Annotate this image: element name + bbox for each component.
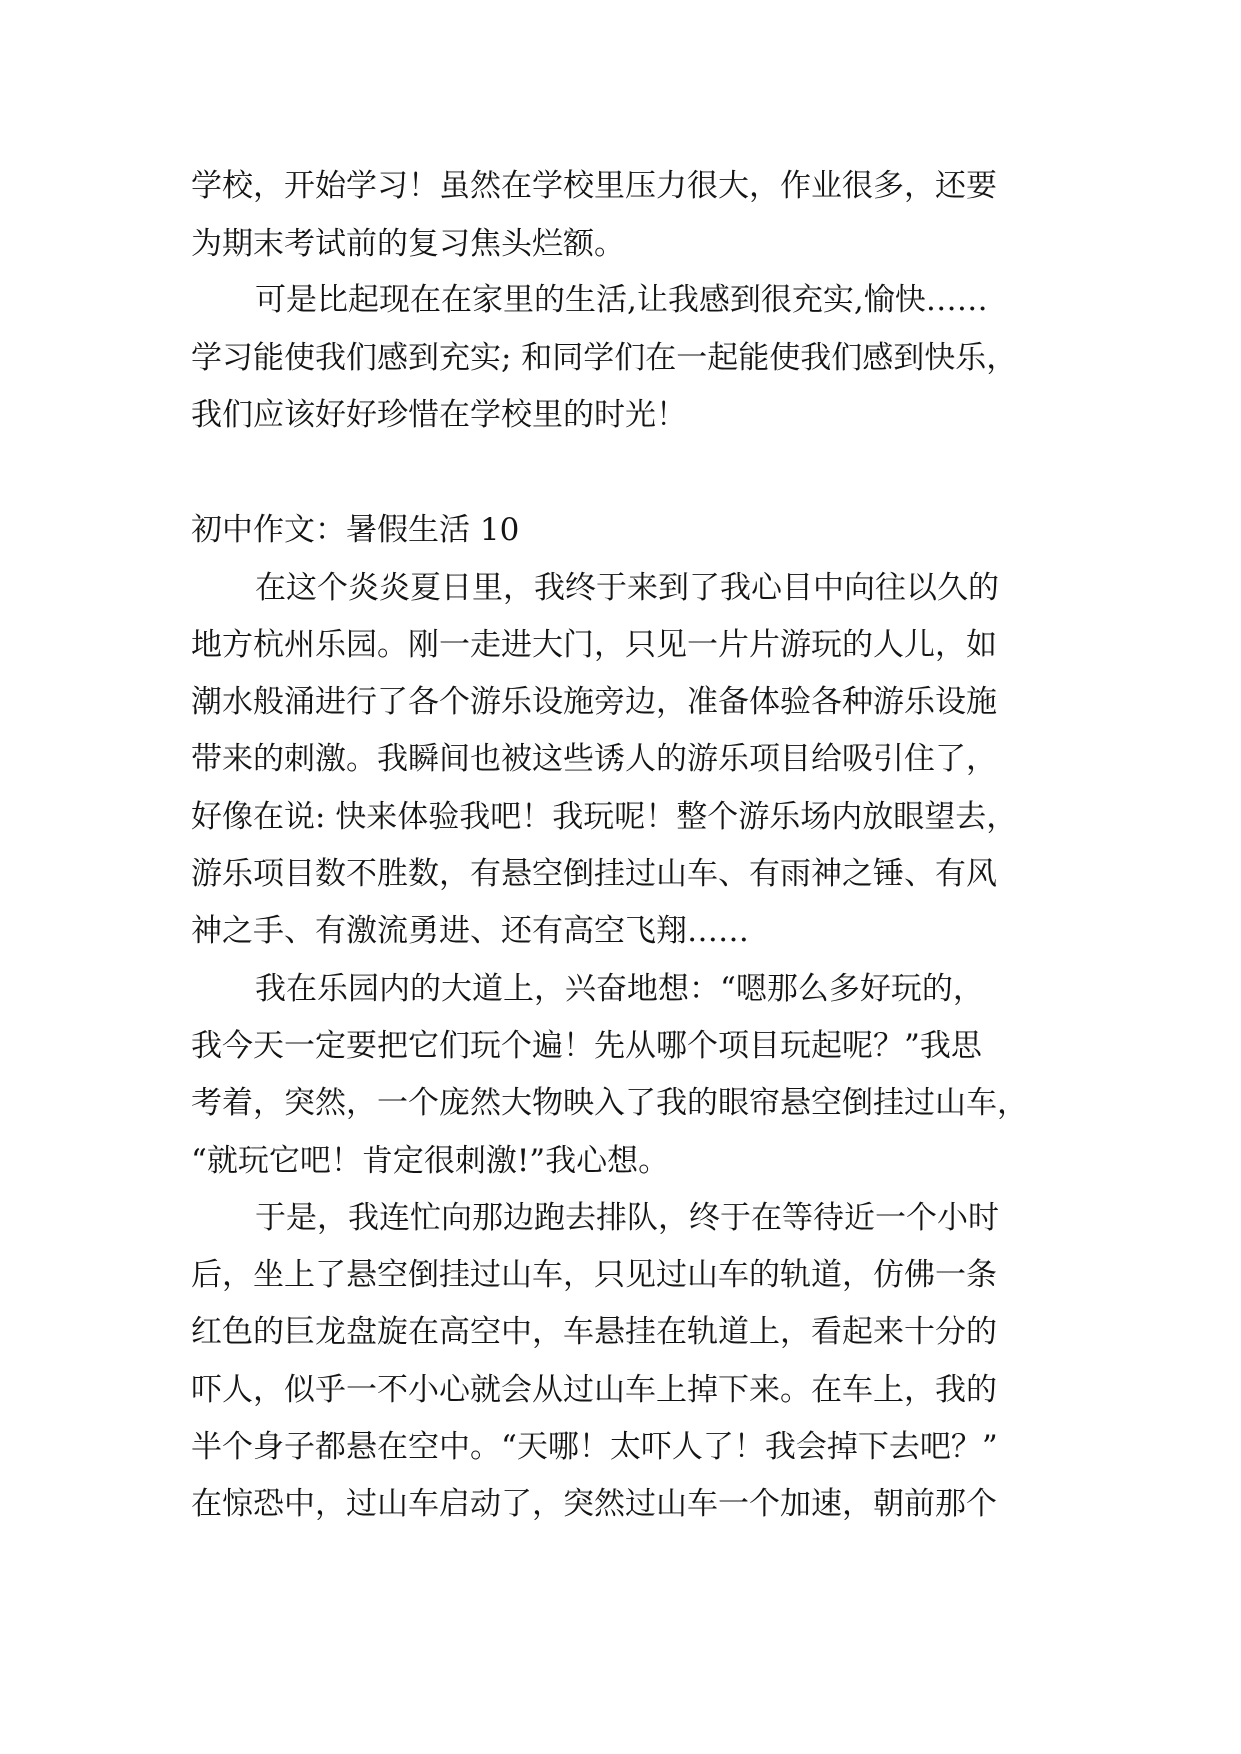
paragraph-line: 我在乐园内的大道上，兴奋地想：“嗯那么多好玩的， (255, 971, 984, 1007)
paragraph-line: 红色的巨龙盘旋在高空中，车悬挂在轨道上，看起来十分的 (191, 1314, 997, 1350)
paragraph-line: “就玩它吧！肯定很刺激!”我心想。 (191, 1143, 670, 1179)
paragraph-line: 为期末考试前的复习焦头烂额。 (191, 226, 625, 262)
paragraph-line: 吓人，似乎一不小心就会从过山车上掉下来。在车上，我的 (191, 1372, 997, 1408)
paragraph-line: 我们应该好好珍惜在学校里的时光！ (191, 397, 687, 433)
paragraph-line: 于是，我连忙向那边跑去排队，终于在等待近一个小时 (255, 1200, 999, 1236)
paragraph-line: 我今天一定要把它们玩个遍！先从哪个项目玩起呢？”我思 (191, 1028, 982, 1064)
paragraph-line: 在惊恐中，过山车启动了，突然过山车一个加速，朝前那个 (191, 1486, 997, 1522)
paragraph-line: 好像在说: 快来体验我吧！我玩呢！整个游乐场内放眼望去， (191, 799, 1018, 835)
paragraph-line: 潮水般涌进行了各个游乐设施旁边，准备体验各种游乐设施 (191, 684, 997, 720)
section-title: 初中作文：暑假生活 10 (191, 512, 520, 548)
paragraph-line: 神之手、有激流勇进、还有高空飞翔…… (191, 913, 749, 949)
paragraph-line: 可是比起现在在家里的生活,让我感到很充实,愉快…… (255, 282, 988, 318)
paragraph-line: 后，坐上了悬空倒挂过山车，只见过山车的轨道，仿佛一条 (191, 1257, 997, 1293)
paragraph-line: 在这个炎炎夏日里，我终于来到了我心目中向往以久的 (255, 570, 999, 606)
paragraph-line: 学习能使我们感到充实; 和同学们在一起能使我们感到快乐， (191, 340, 1018, 376)
paragraph-line: 半个身子都悬在空中。“天哪！太吓人了！我会掉下去吧？” (191, 1429, 998, 1465)
paragraph-line: 带来的刺激。我瞬间也被这些诱人的游乐项目给吸引住了， (191, 741, 997, 777)
paragraph-line: 学校，开始学习！虽然在学校里压力很大，作业很多，还要 (191, 168, 997, 204)
paragraph-line: 游乐项目数不胜数，有悬空倒挂过山车、有雨神之锤、有风 (191, 856, 997, 892)
paragraph-line: 考着，突然，一个庞然大物映入了我的眼帘悬空倒挂过山车， (191, 1085, 1028, 1121)
paragraph-line: 地方杭州乐园。刚一走进大门，只见一片片游玩的人儿，如 (191, 627, 997, 663)
